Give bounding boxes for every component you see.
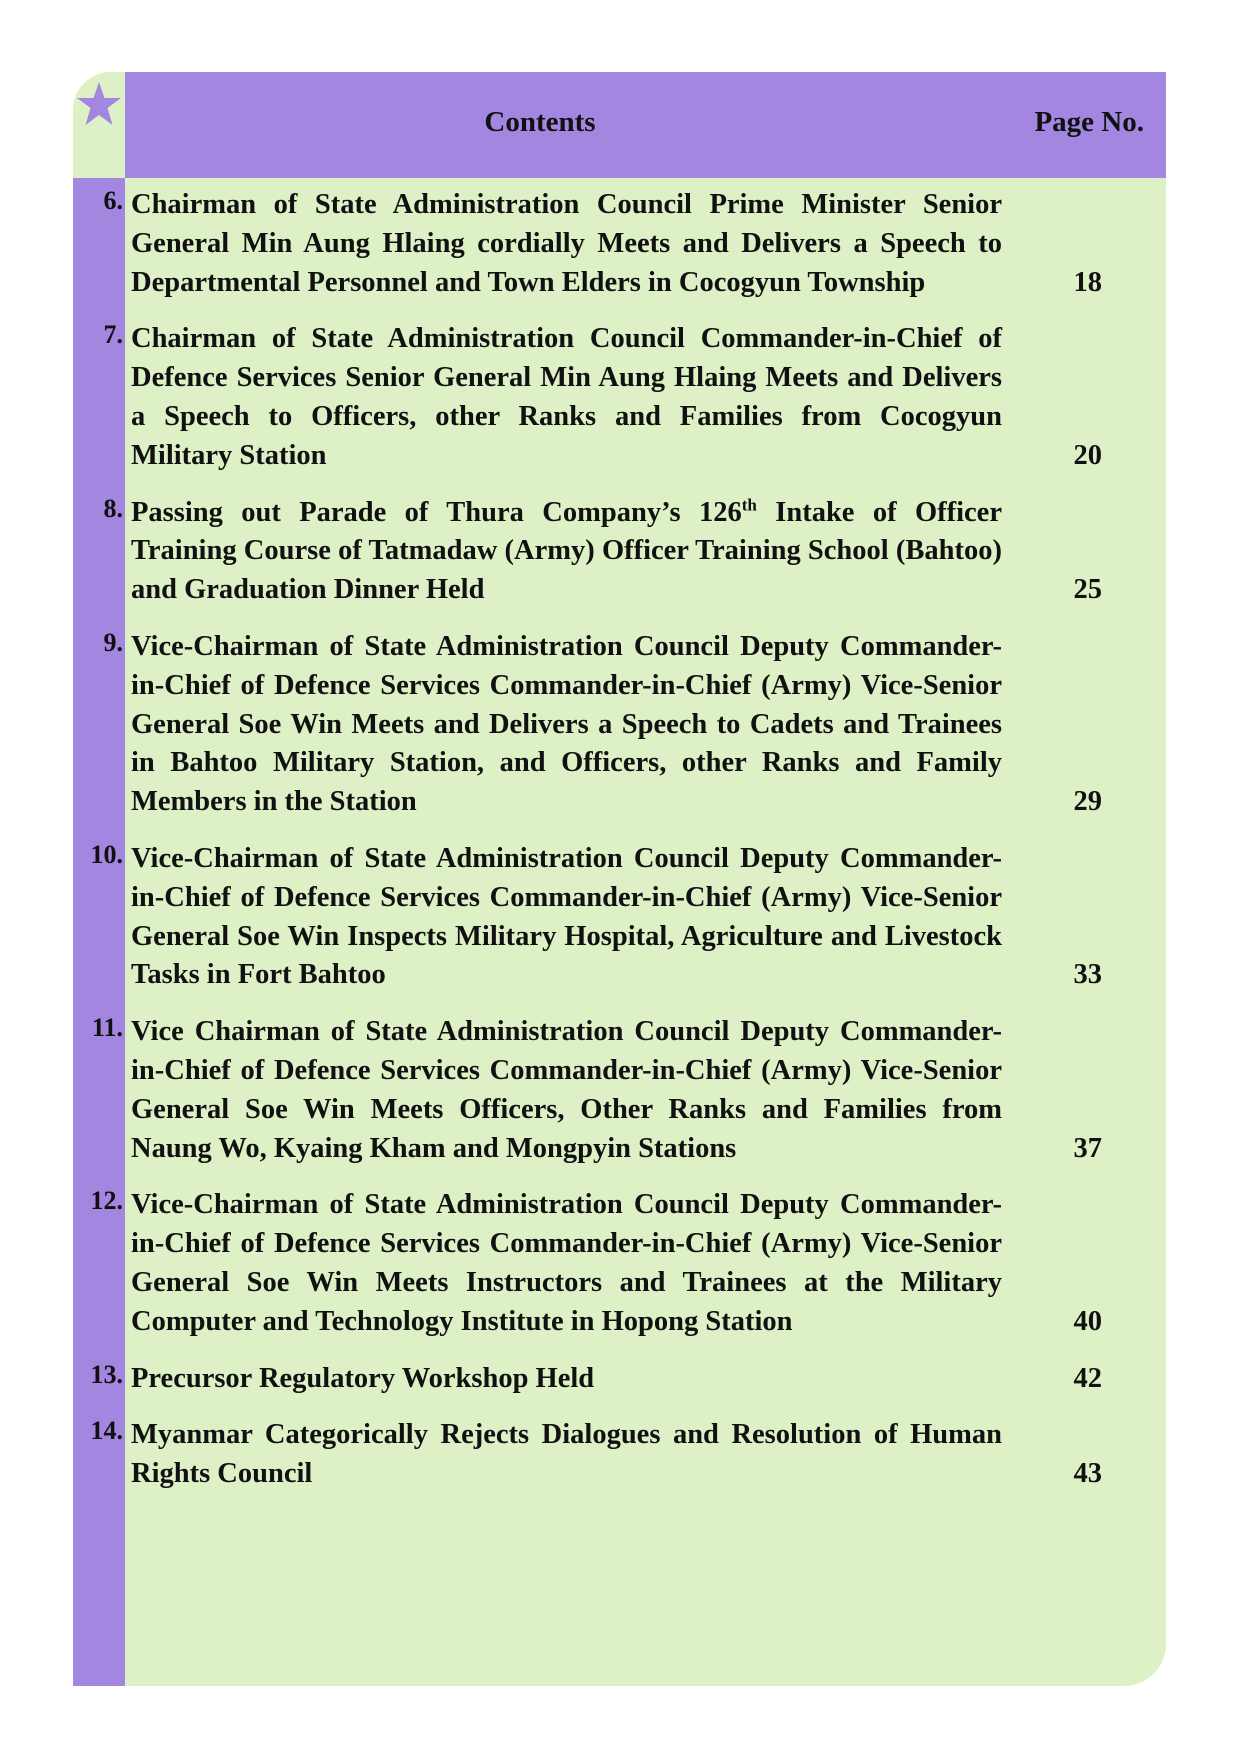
toc-entry-6[interactable] [73, 178, 1166, 302]
entry-number: 7. [103, 320, 123, 350]
entry-title: Vice-Chairman of State Administration Council Deputy Commander-in-Chief of Defence Services Commander-in-Chief (Army) Vice-Senior General Soe Win Meets and Delivers a Speech to Cadets and Trainees in Bahtoo Military Station, and Officers, other Ranks and Family Members in the Station [131, 630, 1002, 818]
entry-title: Vice-Chairman of State Administration Council Deputy Commander-in-Chief of Defence Services Commander-in-Chief (Army) Vice-Senior General Soe Win Meets Instructors and Trainees at the Military Computer and Technology Institute in Hopong Station [131, 1189, 1002, 1337]
contents-list [73, 178, 1166, 1512]
contents-header [125, 72, 1166, 178]
entry-page: 43 [1073, 1458, 1102, 1490]
star-cell [73, 72, 125, 178]
star-icon [76, 80, 122, 130]
entry-title: Myanmar Categorically Rejects Dialogues and Resolution of Human Rights Council [131, 1419, 1002, 1490]
entry-page: 18 [1073, 266, 1102, 298]
toc-entry-14[interactable] [73, 1416, 1166, 1494]
toc-entry-13[interactable] [73, 1360, 1166, 1399]
ordinal-suffix: th [741, 495, 757, 515]
entry-title: Vice Chairman of State Administration Council Deputy Commander-in-Chief of Defence Services Commander-in-Chief (Army) Vice-Senior General Soe Win Meets Officers, Other Ranks and Families from Naung Wo, Kyaing Kham and Mongpyin Stations [131, 1016, 1002, 1164]
entry-title: Vice-Chairman of State Administration Council Deputy Commander-in-Chief of Defence Services Commander-in-Chief (Army) Vice-Senior General Soe Win Inspects Military Hospital, Agriculture and Livestock Tasks in Fort Bahtoo [131, 842, 1002, 991]
contents-heading: Contents [484, 106, 596, 138]
entry-title [131, 494, 1002, 610]
entry-number: 13. [90, 1359, 123, 1389]
entry-number: 9. [103, 627, 123, 657]
entry-title: Chairman of State Administration Council Prime Minister Senior General Min Aung Hlaing cordially Meets and Delivers a Speech to Departmental Personnel and Town Elders in Cocogyun Township [131, 189, 1002, 298]
entry-page: 33 [1073, 959, 1102, 991]
toc-entry-12[interactable] [73, 1186, 1166, 1341]
entry-title-part: Passing out Parade of Thura Company’s 126 [131, 496, 742, 528]
entry-number: 12. [90, 1186, 123, 1216]
entry-page: 20 [1073, 439, 1102, 471]
contents-panel [73, 72, 1166, 1686]
entry-number: 6. [103, 186, 123, 215]
toc-entry-8[interactable] [73, 494, 1166, 610]
toc-entry-9[interactable] [73, 628, 1166, 822]
entry-title: Precursor Regulatory Workshop Held [131, 1362, 595, 1394]
entry-page: 25 [1073, 574, 1102, 606]
entry-page: 40 [1073, 1305, 1102, 1337]
entry-page: 37 [1073, 1132, 1102, 1164]
entry-page: 42 [1073, 1362, 1102, 1394]
toc-entry-11[interactable] [73, 1013, 1166, 1168]
entry-title: Chairman of State Administration Council Commander-in-Chief of Defence Services Senior General Min Aung Hlaing Meets and Delivers a Speech to Officers, other Ranks and Families from Cocogyun Military Station [131, 323, 1002, 471]
toc-entry-7[interactable] [73, 320, 1166, 475]
entry-number: 14. [90, 1416, 123, 1446]
entry-number: 8. [103, 493, 123, 523]
entry-page: 29 [1073, 786, 1102, 818]
page-no-heading: Page No. [1034, 106, 1144, 138]
entry-number: 11. [91, 1013, 123, 1043]
entry-title-part: Intake of Officer Training Course of Tatmadaw (Army) Officer Training School (Bahtoo) and Graduation Dinner Held [131, 496, 1002, 606]
entry-number: 10. [90, 839, 123, 869]
toc-entry-10[interactable] [73, 840, 1166, 995]
